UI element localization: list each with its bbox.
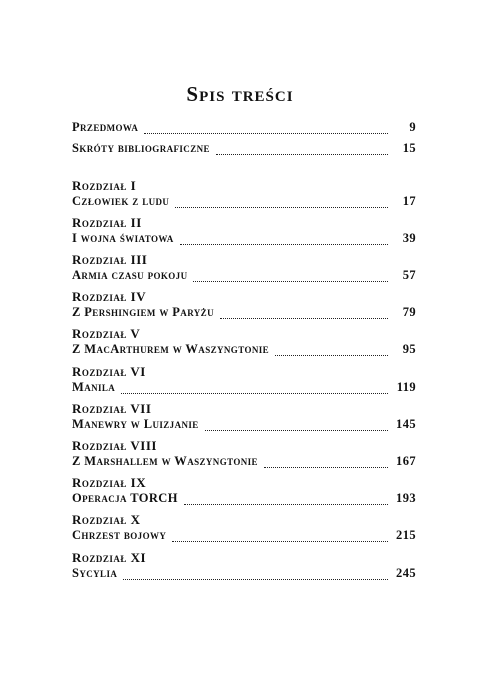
dot-leader [172,531,388,542]
chapter-heading: Rozdział VII [72,401,152,416]
page-number: 95 [402,342,416,356]
chapter-heading: Rozdział II [72,215,142,230]
chapter-title: Manila [72,380,116,394]
toc-entry-chapter [72,342,416,358]
dot-leader [123,569,388,580]
chapter-title: Sycylia [72,566,118,580]
toc-entry-chapter [72,528,416,544]
chapter-title: Chrzest bojowy [72,528,167,542]
page-number: 245 [396,566,416,580]
toc-entry-chapter [72,454,416,470]
toc-entry-front-matter [72,141,416,157]
dot-leader [144,123,388,134]
toc-entry-chapter [72,194,416,210]
dot-leader [175,197,388,208]
chapter-heading: Rozdział VIII [72,438,157,453]
dot-leader [121,383,388,394]
chapter-heading: Rozdział IV [72,289,147,304]
toc-entry-chapter [72,305,416,321]
chapter-title: I wojna światowa [72,231,174,245]
page-number: 15 [402,141,416,155]
page-number: 119 [396,380,416,394]
dot-leader [264,457,388,468]
chapter-title: Operacja TORCH [72,491,178,505]
chapter-title: Z Pershingiem w Paryżu [72,305,214,319]
dot-leader [193,271,388,282]
page-number: 193 [396,491,416,505]
chapter-heading: Rozdział I [72,178,137,193]
page-number: 215 [396,528,416,542]
chapter-title: Z MacArthurem w Waszyngtonie [72,342,270,356]
chapter-heading: Rozdział XI [72,550,147,565]
dot-leader [184,494,388,505]
chapter-title: Armia czasu pokoju [72,268,188,282]
dot-leader [216,144,388,155]
dot-leader [220,308,388,319]
chapter-title: Człowiek z ludu [72,194,170,208]
chapter-heading: Rozdział V [72,326,141,341]
entry-label: Przedmowa [72,120,139,134]
chapter-heading: Rozdział X [72,512,141,527]
toc-entry-chapter [72,268,416,284]
page-number: 145 [396,417,416,431]
page-number: 167 [396,454,416,468]
toc-entry-chapter [72,491,416,507]
page-number: 9 [409,120,416,134]
page-number: 39 [402,231,416,245]
dot-leader [180,234,388,245]
toc-entry-chapter [72,380,416,396]
dot-leader [275,345,388,356]
chapter-heading: Rozdział IX [72,475,147,490]
chapter-heading: Rozdział III [72,252,148,267]
toc-entry-front-matter [72,120,416,136]
page-number: 79 [402,305,416,319]
toc-entry-chapter [72,417,416,433]
toc-entry-chapter [72,566,416,582]
page-number: 17 [402,194,416,208]
dot-leader [205,420,388,431]
chapter-title: Z Marshallem w Waszyngtonie [72,454,258,468]
chapter-heading: Rozdział VI [72,364,146,379]
page-number: 57 [402,268,416,282]
page-title: Spis treści [186,82,294,106]
chapter-title: Manewry w Luizjanie [72,417,199,431]
toc-entry-chapter [72,231,416,247]
entry-label: Skróty bibliograficzne [72,141,210,155]
